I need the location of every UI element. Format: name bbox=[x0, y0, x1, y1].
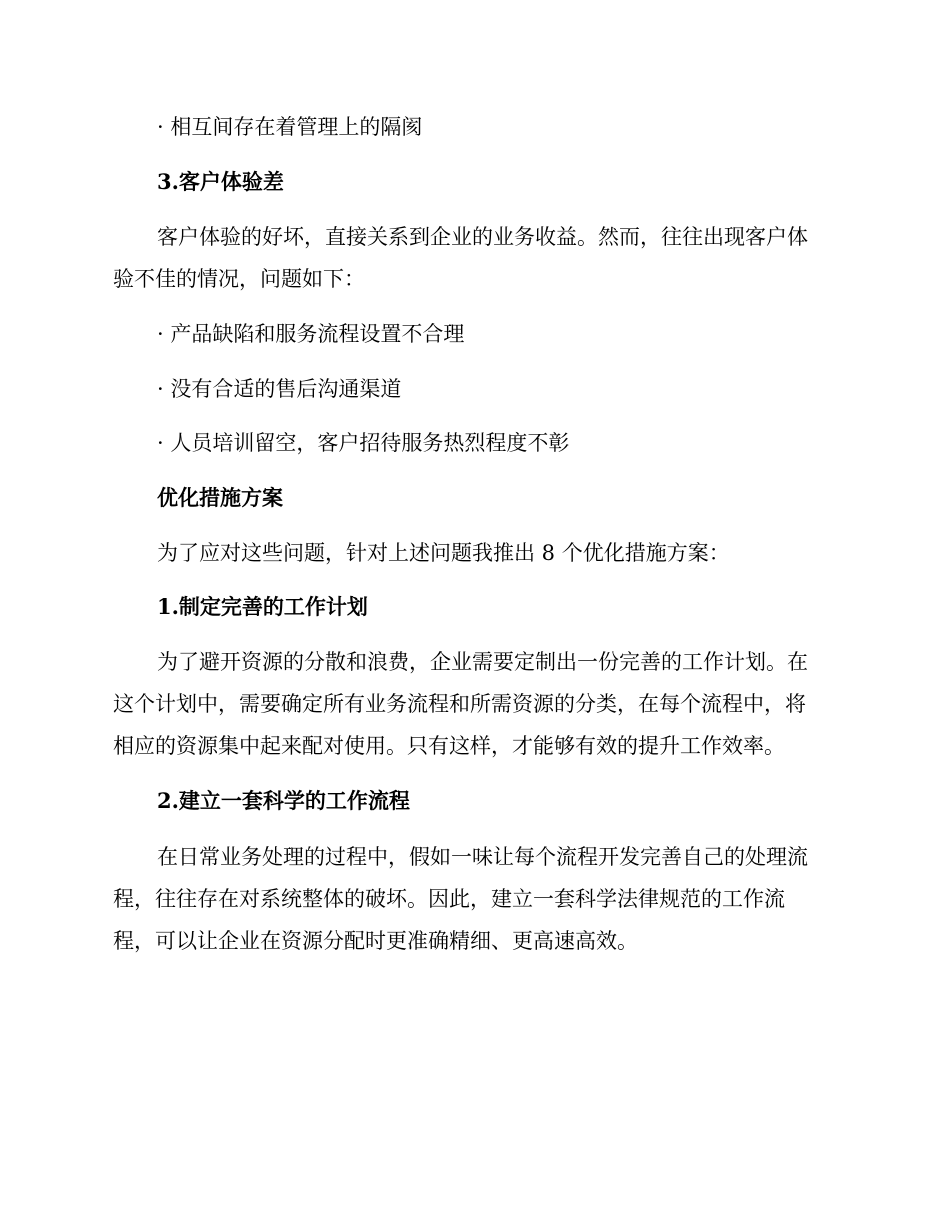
paragraph-line: 验不佳的情况，问题如下： bbox=[113, 267, 365, 291]
section-heading: 1.制定完善的工作计划 bbox=[157, 594, 368, 619]
bullet-item: · 相互间存在着管理上的隔阂 bbox=[157, 115, 423, 139]
paragraph-line: 这个计划中，需要确定所有业务流程和所需资源的分类，在每个流程中，将 bbox=[113, 692, 806, 716]
bullet-item: · 产品缺陷和服务流程设置不合理 bbox=[157, 322, 465, 346]
section-heading: 3.客户体验差 bbox=[157, 169, 284, 194]
paragraph-line: 为了避开资源的分散和浪费，企业需要定制出一份完善的工作计划。在 bbox=[157, 650, 808, 674]
bullet-item: · 人员培训留空，客户招待服务热烈程度不彰 bbox=[157, 431, 570, 455]
paragraph-line: 在日常业务处理的过程中，假如一味让每个流程开发完善自己的处理流 bbox=[157, 845, 808, 869]
paragraph-line: 程，可以让企业在资源分配时更准确精细、更高速高效。 bbox=[113, 929, 638, 953]
paragraph-line: 程，往往存在对系统整体的破坏。因此，建立一套科学法律规范的工作流 bbox=[113, 887, 785, 911]
section-heading: 优化措施方案 bbox=[157, 485, 283, 510]
section-heading: 2.建立一套科学的工作流程 bbox=[157, 788, 410, 813]
paragraph-line: 相应的资源集中起来配对使用。只有这样，才能够有效的提升工作效率。 bbox=[113, 734, 785, 758]
paragraph-line: 为了应对这些问题，针对上述问题我推出 8 个优化措施方案： bbox=[157, 541, 730, 565]
paragraph-line: 客户体验的好坏，直接关系到企业的业务收益。然而，往往出现客户体 bbox=[157, 225, 808, 249]
bullet-item: · 没有合适的售后沟通渠道 bbox=[157, 377, 402, 401]
